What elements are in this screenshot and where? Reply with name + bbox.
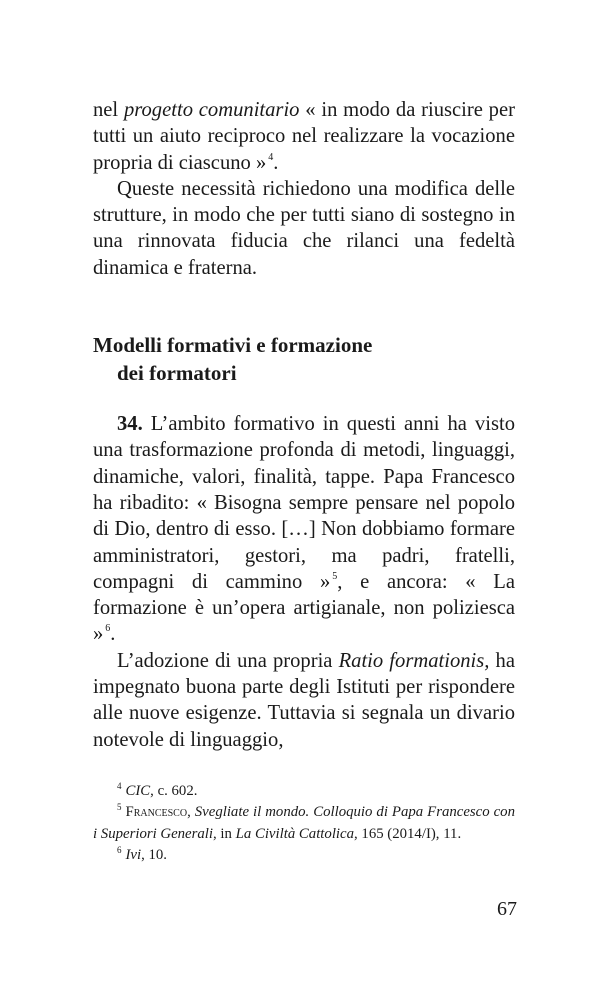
- italic-phrase: Ratio formationis,: [338, 649, 490, 672]
- text-run: , c. 602.: [150, 782, 198, 799]
- text-run: , 10.: [141, 847, 168, 864]
- footnote-ref: 5: [332, 570, 338, 582]
- text-run: .: [110, 623, 116, 646]
- text-run: nel: [93, 99, 124, 121]
- paragraph-2: Queste necessità richiedono una modifica delle strutture, in modo che per tutti siano di sostegno in una rinnovata fiducia che rilanci una fedeltà dinamica e fraterna.: [93, 177, 515, 279]
- text-run: L’adozione di una propria: [117, 649, 339, 672]
- section-heading: [93, 331, 515, 387]
- heading-line-1: Modelli formativi e formazione: [93, 333, 373, 358]
- text-run: « in modo da riuscire per tutti un aiuto reciproco nel realizzare la vocazione propria di ciascuno »: [93, 99, 515, 174]
- text-run: , 165 (2014/I), 11.: [354, 825, 462, 842]
- footnote-5: [93, 802, 515, 845]
- page-content: [93, 97, 515, 867]
- text-run: ha impegnato buona parte degli Istituti per rispondere alle nuove esigenze. Tuttavia si segnala un divario notevole di linguaggio,: [93, 649, 515, 751]
- italic-phrase: progetto comunitario: [123, 99, 300, 121]
- text-run: ,: [187, 804, 195, 821]
- italic-phrase: Ivi: [125, 847, 142, 864]
- text-run: .: [273, 151, 279, 174]
- italic-phrase: La Civiltà Cattolica: [235, 825, 355, 842]
- paragraph-number: 34.: [117, 413, 143, 436]
- footnote-mark: 5: [117, 802, 122, 813]
- footnote-6: [93, 845, 515, 867]
- paragraph-4: [93, 648, 515, 753]
- italic-phrase: Svegliate il mondo. Colloquio di Papa Francesco con i Superiori Generali: [93, 804, 515, 842]
- italic-phrase: CIC: [125, 782, 151, 799]
- text-run: L’ambito formativo in questi anni ha visto una trasformazione profonda di metodi, linguaggi, dinamiche, valori, finalità, tappe. Papa Francesco ha ribadito: « Bisogna sempre pensare nel popolo di Dio, dentro di esso. […] Non dobbiamo formare amministratori, gestori, ma padri, fratelli, compagni di cammino »: [93, 413, 515, 593]
- page-number: 67: [497, 898, 517, 920]
- footnote-ref: 6: [105, 623, 111, 635]
- paragraph-34: [93, 411, 515, 648]
- footnotes: [93, 781, 515, 867]
- heading-line-2: dei formatori: [117, 361, 237, 386]
- footnote-ref: 4: [268, 151, 274, 163]
- paragraph-1: [93, 97, 515, 176]
- author-name: Francesco: [125, 804, 188, 821]
- footnote-mark: 4: [117, 780, 122, 791]
- footnote-4: [93, 781, 515, 803]
- footnote-mark: 6: [117, 845, 122, 856]
- text-run: , in: [213, 825, 236, 842]
- text-run: , e ancora: « La formazione è un’opera artigianale, non poliziesca »: [93, 570, 515, 646]
